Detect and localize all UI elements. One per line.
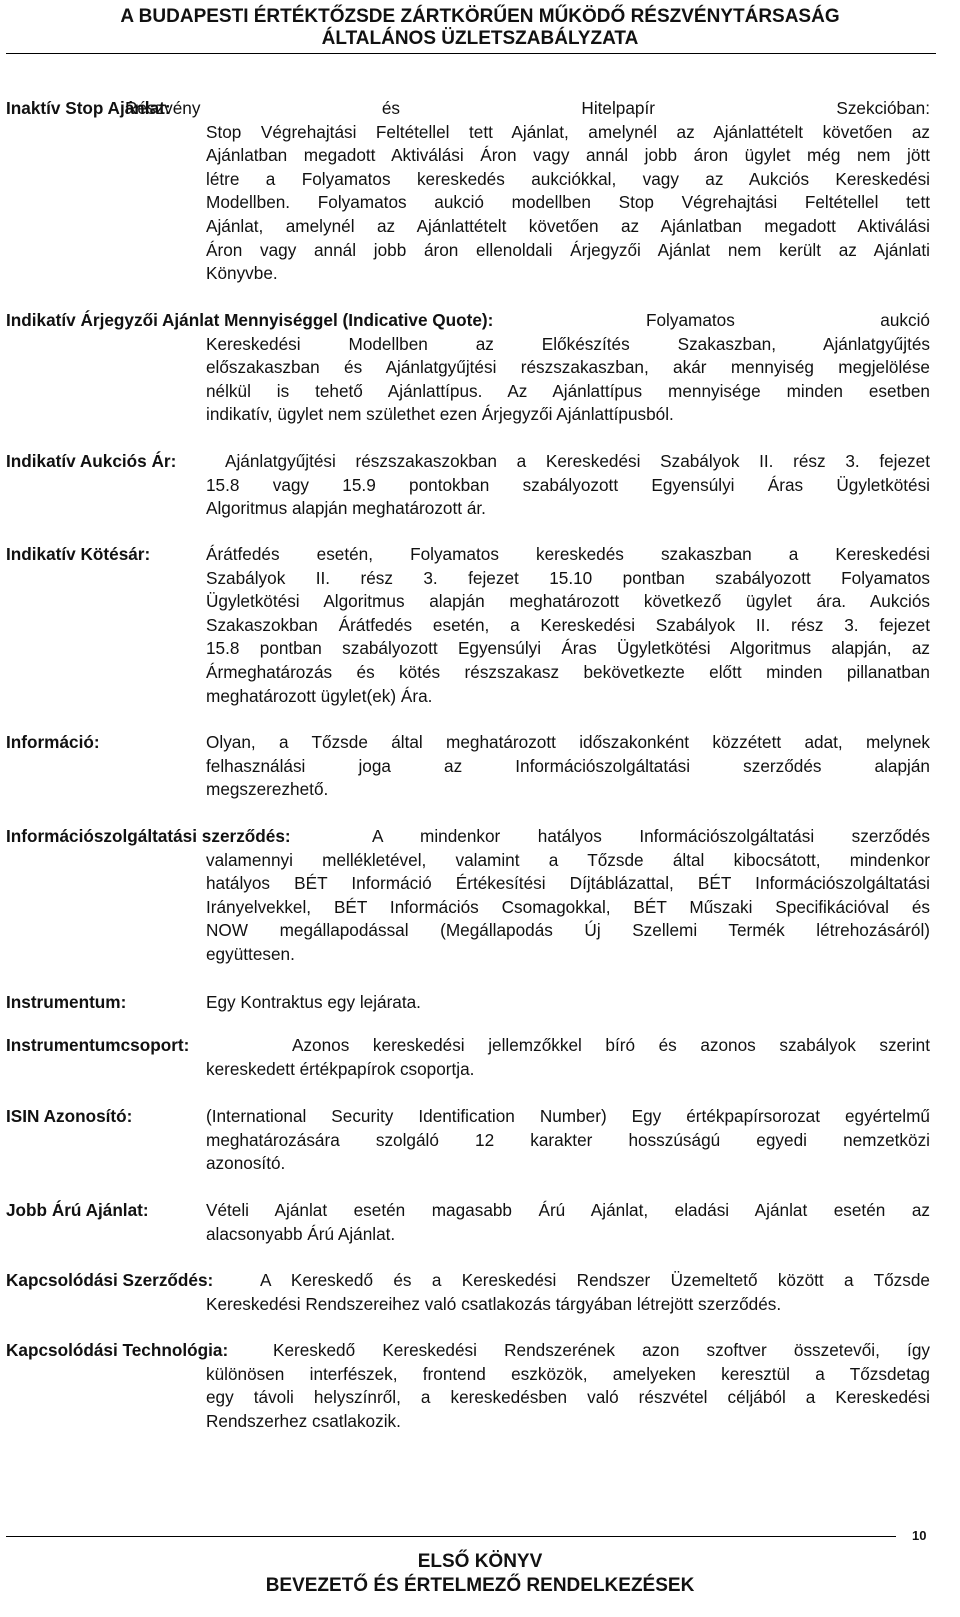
definition-line: alacsonyabb Árú Ajánlat. bbox=[206, 1223, 396, 1244]
definition-line: együttesen. bbox=[206, 943, 295, 964]
definition-line: Algoritmus alapján meghatározott ár. bbox=[206, 498, 486, 519]
header-rule bbox=[6, 53, 936, 54]
definition-term: Kapcsolódási Technológia: bbox=[6, 1340, 229, 1360]
definition-line: megszerezhető. bbox=[206, 779, 329, 800]
definition-first-line: Részvény és Hitelpapír Szekcióban: bbox=[125, 98, 930, 118]
definition-text bbox=[206, 1293, 930, 1317]
definition-first-line: Folyamatos aukció bbox=[646, 310, 930, 330]
definition-line: Kereskedési Modellben az Előkészítés Szakaszban, Ajánlatgyűjtés bbox=[206, 333, 930, 354]
definition-line: Kereskedési Rendszereihez való csatlakozás tárgyában létrejött szerződés. bbox=[206, 1293, 782, 1314]
definition-line: 15.8 pontban szabályozott Egyensúlyi Áras Ügyletkötési Algoritmus alapján, az bbox=[206, 638, 930, 659]
page-number: 10 bbox=[912, 1528, 927, 1543]
definition-line: azonosító. bbox=[206, 1153, 286, 1174]
header-subtitle: ÁLTALÁNOS ÜZLETSZABÁLYZATA bbox=[321, 28, 639, 49]
definition-line: Ajánlatban megadott Aktiválási Áron vagy annál jobb áron ügylet még nem jött bbox=[206, 145, 930, 166]
definition-term: Instrumentumcsoport: bbox=[6, 1035, 190, 1055]
definition-line: meghatározott ügylet(ek) Ára. bbox=[206, 685, 433, 706]
definition-line: valamennyi mellékletével, valamint a Tőzsde által kibocsátott, mindenkor bbox=[206, 849, 930, 870]
definition-line: előszakaszban és Ajánlatgyűjtési részszakaszban, akár mennyiség megjelölése bbox=[206, 357, 930, 378]
definition-text bbox=[206, 543, 930, 708]
definition-line: Könyvbe. bbox=[206, 263, 278, 284]
definition-line: Áron vagy annál jobb áron ellenoldali Árjegyzői Ajánlat nem került az Ajánlati bbox=[206, 239, 930, 260]
definition-line: indikatív, ügylet nem születhet ezen Árjegyzői Ajánlattípusból. bbox=[206, 404, 674, 425]
definition-line: Irányelvekkel, BÉT Információs Csomagokkal, BÉT Műszaki Specifikációval és bbox=[206, 896, 930, 917]
definition-term: Inaktív Stop Ajánlat: bbox=[6, 98, 171, 118]
definition-text bbox=[206, 991, 930, 1015]
definition-line: felhasználási joga az Információszolgáltatási szerződés alapján bbox=[206, 755, 930, 776]
definition-line: nélkül is tehető Ajánlattípus. Az Ajánlattípus mennyisége minden esetben bbox=[206, 380, 930, 401]
definition-text bbox=[206, 1058, 930, 1082]
definition-term: Információ: bbox=[6, 732, 100, 752]
definition-term: Indikatív Kötésár: bbox=[6, 544, 151, 564]
definition-text bbox=[206, 474, 930, 521]
definition-line: meghatározására szolgáló 12 karakter hosszúságú egyedi nemzetközi bbox=[206, 1129, 930, 1150]
definition-first-line: Azonos kereskedési jellemzőkkel bíró és azonos szabályok szerint bbox=[292, 1035, 930, 1055]
definition-line: különösen interfészek, frontend eszközök, amelyeken keresztül a Tőzsdetag bbox=[206, 1363, 930, 1384]
definition-line: Szabályok II. rész 3. fejezet 15.10 pontban szabályozott Folyamatos bbox=[206, 567, 930, 588]
definition-text bbox=[206, 1199, 930, 1246]
definition-term: Kapcsolódási Szerződés: bbox=[6, 1270, 214, 1290]
definition-line: Ügyletkötési Algoritmus alapján meghatározott következő ügylet ára. Aukciós bbox=[206, 591, 930, 612]
definition-text bbox=[206, 1105, 930, 1176]
definition-line: Rendszerhez csatlakozik. bbox=[206, 1410, 401, 1431]
definition-line: (International Security Identification Number) Egy értékpapírsorozat egyértelmű bbox=[206, 1106, 930, 1126]
footer-rule bbox=[6, 1536, 896, 1537]
definition-term: Információszolgáltatási szerződés: bbox=[6, 826, 291, 846]
definition-term: Indikatív Árjegyzői Ajánlat Mennyiséggel (Indicative Quote): bbox=[6, 310, 494, 330]
footer-book-title: ELSŐ KÖNYV bbox=[417, 1551, 543, 1572]
definition-line: Vételi Ajánlat esetén magasabb Árú Ajánlat, eladási Ajánlat esetén az bbox=[206, 1200, 930, 1220]
definition-term: Instrumentum: bbox=[6, 992, 127, 1012]
definition-term: ISIN Azonosító: bbox=[6, 1106, 133, 1126]
definition-first-line: Kereskedő Kereskedési Rendszerének azon szoftver összetevői, így bbox=[273, 1340, 930, 1360]
definition-line: létre a Folyamatos kereskedés aukciókkal, vagy az Aukciós Kereskedési bbox=[206, 168, 930, 189]
definition-first-line: A mindenkor hatályos Információszolgáltatási szerződés bbox=[372, 826, 930, 846]
definition-term: Jobb Árú Ajánlat: bbox=[6, 1200, 149, 1220]
definition-text bbox=[206, 731, 930, 802]
definition-line: Ajánlat, amelynél az Ajánlattételt követően az Ajánlatban megadott Aktiválási bbox=[206, 215, 930, 236]
definition-line: Stop Végrehajtási Feltétellel tett Ajánlat, amelynél az Ajánlattételt követően az bbox=[206, 121, 930, 142]
definition-line: Egy Kontraktus egy lejárata. bbox=[206, 992, 421, 1012]
definition-text bbox=[206, 333, 930, 427]
definition-text bbox=[206, 121, 930, 286]
definition-line: Ármeghatározás és kötés részszakasz bekövetkezte előtt minden pillanatban bbox=[206, 661, 930, 682]
definition-line: Árátfedés esetén, Folyamatos kereskedés szakaszban a Kereskedési bbox=[206, 544, 930, 564]
definition-line: NOW megállapodással (Megállapodás Új Szellemi Termék létrehozásáról) bbox=[206, 920, 930, 941]
definition-line: kereskedett értékpapírok csoportja. bbox=[206, 1058, 475, 1079]
definition-line: hatályos BÉT Információ Értékesítési Díjtáblázattal, BÉT Információszolgáltatási bbox=[206, 873, 930, 894]
definition-text bbox=[206, 849, 930, 967]
header-title: A BUDAPESTI ÉRTÉKTŐZSDE ZÁRTKÖRŰEN MŰKÖDŐ RÉSZVÉNYTÁRSASÁG bbox=[120, 6, 840, 27]
definition-line: Szakaszokban Árátfedés esetén, a Kereskedési Szabályok II. rész 3. fejezet bbox=[206, 614, 930, 635]
definition-first-line: A Kereskedő és a Kereskedési Rendszer Üzemeltető között a Tőzsde bbox=[260, 1270, 930, 1290]
definition-line: Olyan, a Tőzsde által meghatározott időszakonként közzétett adat, melynek bbox=[206, 732, 930, 752]
definition-line: 15.8 vagy 15.9 pontokban szabályozott Egyensúlyi Áras Ügyletkötési bbox=[206, 474, 930, 495]
definition-first-line: Ajánlatgyűjtési részszakaszokban a Kereskedési Szabályok II. rész 3. fejezet bbox=[225, 451, 930, 471]
definition-term: Indikatív Aukciós Ár: bbox=[6, 451, 177, 471]
definition-line: Modellben. Folyamatos aukció modellben Stop Végrehajtási Feltétellel tett bbox=[206, 192, 930, 213]
definition-text bbox=[206, 1363, 930, 1434]
footer-section-title: BEVEZETŐ ÉS ÉRTELMEZŐ RENDELKEZÉSEK bbox=[265, 1575, 695, 1596]
definition-line: egy távoli helyszínről, a kereskedésben való részvétel céljából a Kereskedési bbox=[206, 1387, 930, 1408]
